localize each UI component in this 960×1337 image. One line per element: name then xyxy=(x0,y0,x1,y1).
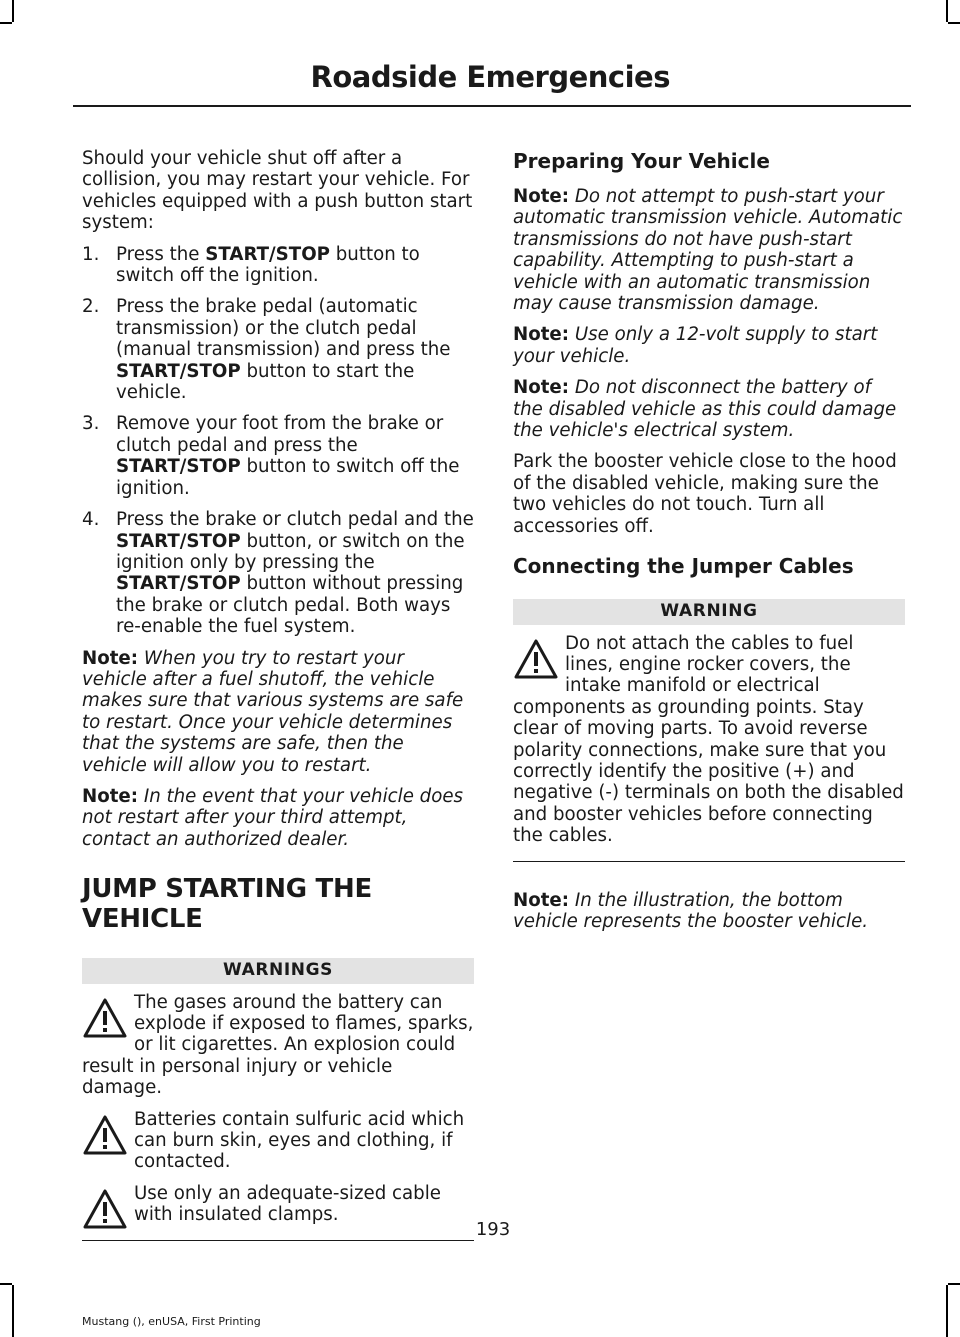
step-text: Press the xyxy=(116,243,206,265)
warning-text: Do not attach the cables to fuel lines, engine rocker covers, the intake manifold or electrical components as grounding points. Stay clear of moving parts. To avoid reverse polarity connections, make sure that you correctly identify the positive (+) and negative (-) terminals on both the disabled and booster vehicles before connecting the cables. xyxy=(513,632,904,847)
step-text: button to switch off the ignition. xyxy=(116,243,420,287)
note-text: Use only a 12-volt supply to start your vehicle. xyxy=(513,324,878,367)
note-restart xyxy=(82,648,474,776)
step-text: button to start the vehicle. xyxy=(116,360,415,404)
warning-text: The gases around the battery can explode if exposed to flames, sparks, or lit cigarettes. An explosion could result in personal injury or vehicle damage. xyxy=(82,991,474,1099)
start-stop-label: START/STOP xyxy=(116,360,241,382)
park-paragraph: Park the booster vehicle close to the hood of the disabled vehicle, making sure the two vehicles do not touch. Turn all accessories off. xyxy=(513,451,897,537)
note-text: Do not disconnect the battery of the disabled vehicle as this could damage the vehicle's electrical system. xyxy=(513,377,897,442)
note-label: Note: xyxy=(513,324,570,346)
warning-banner: WARNING xyxy=(513,599,905,624)
warning-item xyxy=(82,992,474,1099)
step-number: 2. xyxy=(82,296,100,318)
crop-mark xyxy=(946,0,948,22)
step-text: Press the brake pedal (automatic transmission) or the clutch pedal (manual transmission) and press the xyxy=(116,296,451,361)
list-item xyxy=(82,244,474,287)
warnings-banner: WARNINGS xyxy=(82,958,474,983)
step-text: button to switch off the ignition. xyxy=(116,456,460,499)
start-stop-label: START/STOP xyxy=(205,243,330,265)
intro-paragraph: Should your vehicle shut off after a collision, you may restart your vehicle. For vehicles equipped with a push button start system: xyxy=(82,148,473,234)
crop-mark xyxy=(0,22,12,24)
note-push-start xyxy=(513,186,905,314)
crop-mark xyxy=(946,1285,948,1337)
warning-text: Use only an adequate-sized cable with insulated clamps. xyxy=(134,1182,441,1226)
section-heading: JUMP STARTING THE VEHICLE xyxy=(82,874,372,935)
list-item xyxy=(82,296,474,403)
step-text: Remove your foot from the brake or clutch pedal and press the xyxy=(116,413,444,456)
page-number: 193 xyxy=(475,1219,511,1240)
start-stop-label: START/STOP xyxy=(116,573,241,595)
header-rule xyxy=(73,105,911,107)
warning-end-rule xyxy=(513,861,905,862)
crop-mark xyxy=(12,0,14,22)
page-header-title: Roadside Emergencies xyxy=(310,60,670,94)
note-text: Do not attempt to push-start your automatic transmission vehicle. Automatic transmissions do not have push-start capability. Attempting to push-start a vehicle with an automatic transmission may cause transmission damage. xyxy=(513,186,903,315)
step-text: Press the brake or clutch pedal and the xyxy=(116,509,474,531)
list-item xyxy=(82,413,474,499)
note-label: Note: xyxy=(513,186,570,207)
note-text: In the illustration, the bottom vehicle represents the booster vehicle. xyxy=(513,889,869,932)
note-text: In the event that your vehicle does not restart after your third attempt, contact an authorized dealer. xyxy=(82,785,463,850)
list-item xyxy=(82,509,474,637)
step-number: 1. xyxy=(82,243,100,265)
step-number: 4. xyxy=(82,509,100,531)
note-dealer xyxy=(82,786,474,850)
crop-mark xyxy=(948,22,960,24)
note-text: When you try to restart your vehicle after a fuel shutoff, the vehicle makes sure that various systems are safe to restart. Once your vehicle determines that the systems are safe, then the vehicle will allow you to restart. xyxy=(82,647,464,776)
note-label: Note: xyxy=(513,377,570,399)
start-stop-label: START/STOP xyxy=(116,530,241,552)
restart-steps-list xyxy=(82,244,474,638)
note-illustration xyxy=(513,890,905,933)
note-label: Note: xyxy=(82,647,139,669)
footer-printing-info: Mustang (), enUSA, First Printing xyxy=(82,1315,261,1328)
right-column xyxy=(513,148,905,942)
warning-triangle-icon xyxy=(82,1113,128,1157)
note-label: Note: xyxy=(513,889,570,911)
note-label: Note: xyxy=(82,785,139,807)
warning-item xyxy=(513,633,905,847)
warning-triangle-icon xyxy=(82,996,128,1040)
warning-text: Batteries contain sulfuric acid which can burn skin, eyes and clothing, if contacted. xyxy=(134,1108,465,1173)
step-number: 3. xyxy=(82,413,100,435)
note-disconnect xyxy=(513,377,905,441)
note-12-volt xyxy=(513,324,905,367)
subsection-heading-cables: Connecting the Jumper Cables xyxy=(513,554,854,579)
crop-mark xyxy=(948,1283,960,1285)
warning-triangle-icon xyxy=(513,637,559,681)
step-text: button without pressing the brake or clutch pedal. Both ways re-enable the fuel system. xyxy=(116,573,464,638)
warning-item xyxy=(82,1109,474,1173)
subsection-heading-preparing: Preparing Your Vehicle xyxy=(513,149,770,173)
left-column xyxy=(82,148,474,1241)
crop-mark xyxy=(12,1285,14,1337)
step-text: button, or switch on the ignition only by pressing the xyxy=(116,530,465,573)
start-stop-label: START/STOP xyxy=(116,456,241,478)
crop-mark xyxy=(0,1283,12,1285)
